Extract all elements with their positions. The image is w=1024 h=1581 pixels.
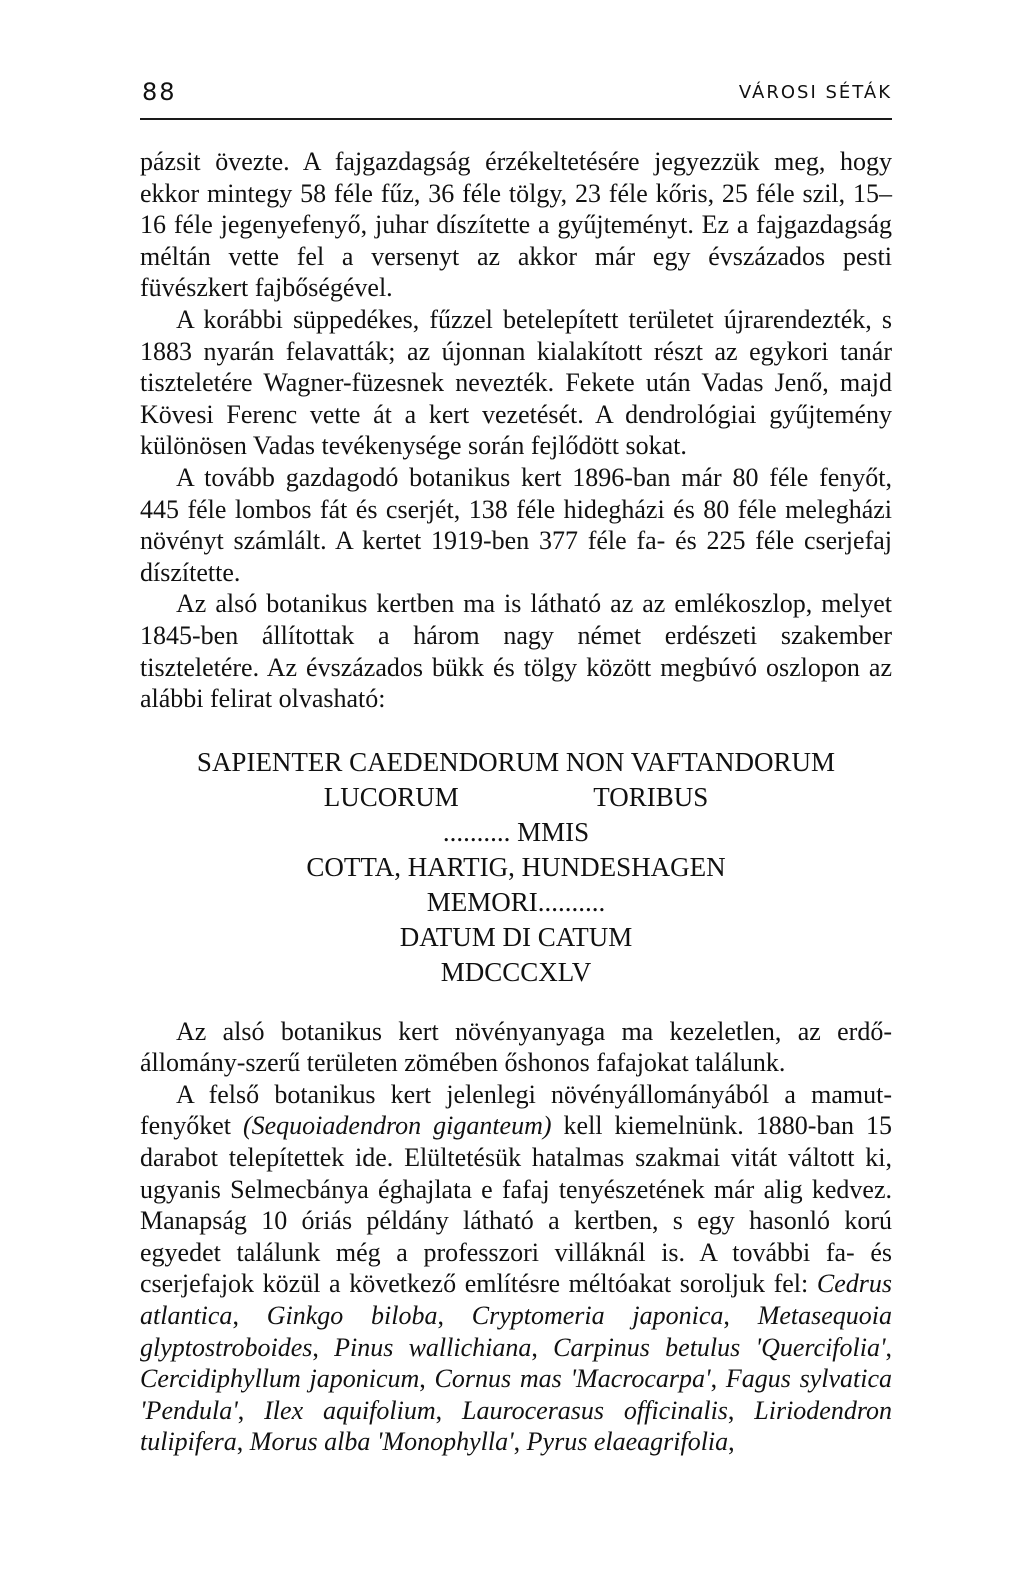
- inscription-line: COTTA, HARTIG, HUNDESHAGEN: [306, 851, 726, 882]
- separator: ,: [437, 1301, 472, 1331]
- species-name: Pinus wallichiana: [334, 1332, 532, 1362]
- species-name: Cercidiphyllum japonicum: [140, 1364, 420, 1394]
- inscription-line: MEMORI..........: [426, 886, 606, 917]
- paragraph: Az alsó botanikus kertben ma is látható az az emlékoszlop, melyet 1845-ben állítottak a három nagy német erdészeti szakember tiszteletére. Az évszázados bükk és tölgy között megbúvó oszlopon az alábbi felirat olvasható:: [140, 589, 892, 714]
- separator: ,: [232, 1301, 267, 1331]
- separator: ,: [885, 1332, 893, 1362]
- species-name: Metasequoia glyptostroboides: [140, 1301, 893, 1362]
- paragraph: pázsit övezte. A fajgazdagság érzékeltetésére jegyezzük meg, hogy ekkor mintegy 58 féle fűz, 36 féle tölgy, 23 féle kőris, 25 féle szil, 15–16 féle jegenyefenyő, juhar díszítette a gyűjteményt. Ez a fajgazdagság méltán vette fel a versenyt az akkor már egy évszázados pesti füvészkert fajbőségével.: [140, 147, 892, 303]
- trailing-comma: ,: [728, 1427, 735, 1457]
- species-name: Ginkgo biloba: [266, 1301, 438, 1331]
- inscription-line: SAPIENTER CAEDENDORUM NON VAFTANDORUM: [196, 746, 836, 777]
- separator: ,: [236, 1427, 250, 1457]
- species-name: Laurocerasus officinalis: [462, 1395, 728, 1425]
- species-name: (Sequoiadendron giganteum): [242, 1111, 552, 1141]
- species-name: Fagus sylvatica 'Pendula': [140, 1364, 892, 1425]
- separator: ,: [435, 1395, 462, 1425]
- separator: ,: [723, 1301, 758, 1331]
- paragraph: A korábbi süppedékes, fűzzel betelepített területet újrarendezték, s 1883 nyarán felavatták; az újonnan kialakított részt az egykori tanár tiszteletére Wagner-füzesnek nevezték. Fekete után Vadas Jenő, majd Kövesi Ferenc vette át a kert vezetését. A dendrológiai gyűjtemény különösen Vadas tevékenysége során fejlődött sokat.: [140, 304, 892, 461]
- body-text: [140, 146, 892, 1458]
- inscription-line: LUCORUM TORIBUS: [323, 781, 709, 812]
- separator: ,: [513, 1427, 527, 1457]
- inscription-line: DATUM DI CATUM: [399, 921, 633, 952]
- species-name: Cornus mas 'Macrocarpa': [434, 1364, 711, 1394]
- paragraph: A tovább gazdagodó botanikus kert 1896-ban már 80 féle fenyőt, 445 féle lombos fát és cserjét, 138 féle hidegházi és 80 féle melegházi növényt számlált. A kertet 1919-ben 377 féle fa- és 225 féle cserjefaj díszítette.: [140, 462, 892, 587]
- species-name: Liriodendron tulipifera: [140, 1395, 892, 1457]
- species-name: Ilex aquifolium: [264, 1395, 436, 1425]
- separator: ,: [237, 1395, 265, 1425]
- inscription-line: MDCCCXLV: [440, 956, 592, 987]
- species-name: Pyrus elaeagrifolia: [526, 1427, 729, 1457]
- species-name: Cedrus atlantica: [140, 1269, 892, 1331]
- separator: ,: [312, 1332, 335, 1362]
- page-header: [140, 74, 892, 120]
- paragraph: Az alsó botanikus kert növényanyaga ma kezeletlen, az erdőállomány-szerű területen zömében őshonos fafajokat találunk.: [140, 1016, 892, 1078]
- running-title: VÁROSI SÉTÁK: [738, 82, 892, 103]
- paragraph-species: [140, 1079, 892, 1458]
- separator: ,: [710, 1364, 726, 1394]
- species-name: Morus alba 'Monophylla': [249, 1427, 514, 1457]
- text-run: kell kiemelnünk. 1880-ban 15 darabot telepítettek ide. Elültetésük hatalmas szakmai vitát váltott ki, ugyanis Selmecbánya éghajlata e fafaj tenyészetének már alig kedvez. Manapság 10 óriás példány látható a kertben, s egy hasonló korú egyedet találunk még a professzori villáknál is. A további fa- és cserjefajok közül a következő említésre méltóakat soroljuk fel:: [140, 1111, 892, 1299]
- separator: ,: [419, 1364, 435, 1394]
- species-name: Carpinus betulus 'Quercifolia': [553, 1332, 886, 1362]
- species-name: Cryptomeria japonica: [471, 1301, 724, 1331]
- separator: ,: [727, 1395, 755, 1425]
- separator: ,: [531, 1332, 554, 1362]
- page-number: 88: [142, 78, 177, 106]
- inscription: [140, 745, 892, 990]
- text-run: A felső botanikus kert jelenlegi növényállományából a mamutfenyőket: [140, 1079, 892, 1141]
- inscription-line: .......... MMIS: [442, 816, 590, 847]
